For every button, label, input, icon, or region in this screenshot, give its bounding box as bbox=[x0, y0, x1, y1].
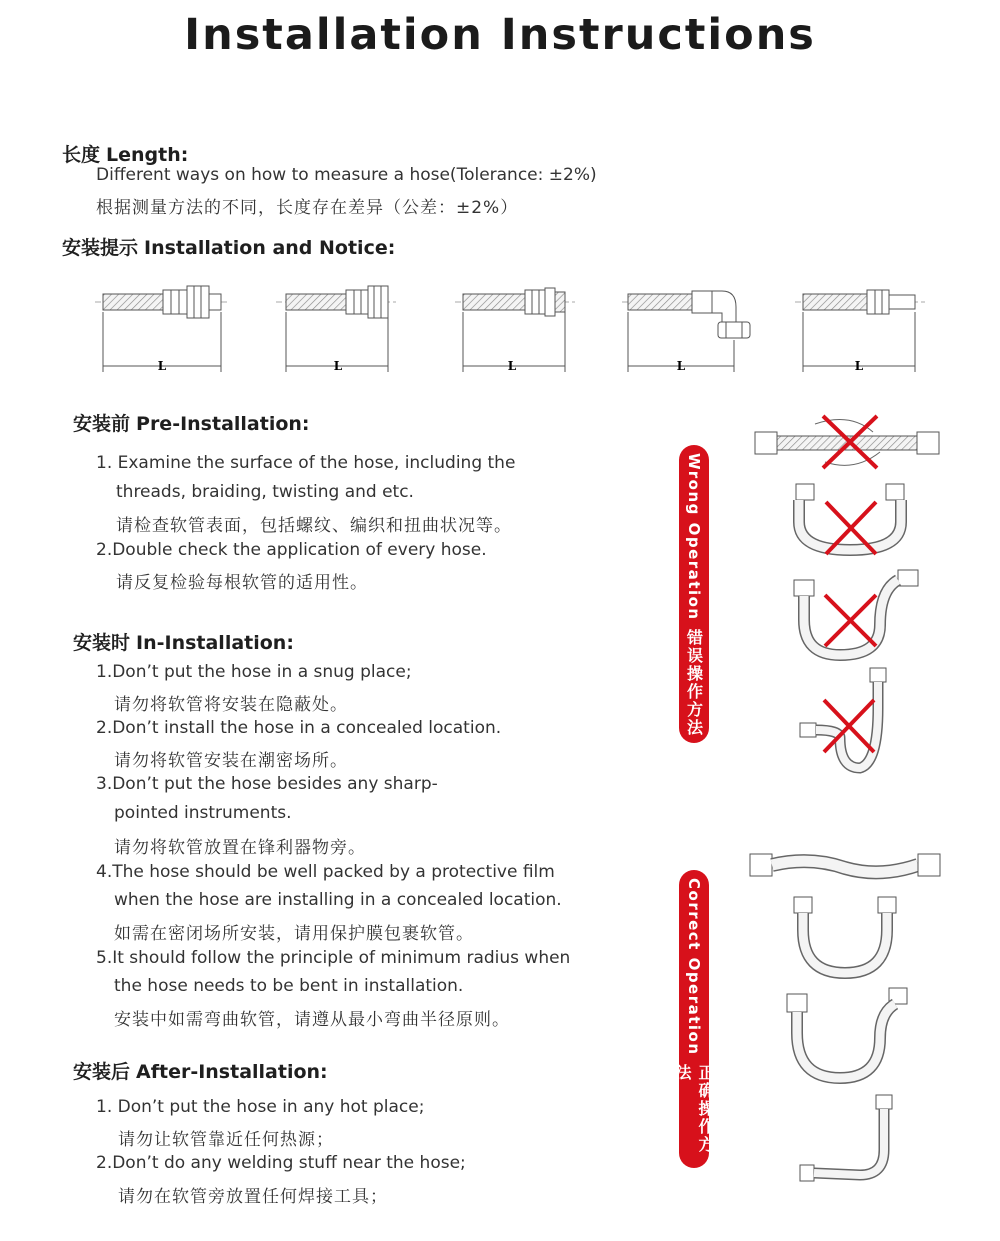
in-line: the hose needs to be bent in installation. bbox=[114, 976, 464, 996]
after-installation-heading bbox=[73, 1057, 328, 1084]
correct-wide-bend-illustration bbox=[785, 988, 915, 1088]
in-line: pointed instruments. bbox=[114, 803, 292, 823]
wrong-kinked-hose-illustration bbox=[800, 668, 900, 778]
in-line: when the hose are installing in a concealed location. bbox=[114, 890, 562, 910]
length-line-cn: 根据测量方法的不同，长度存在差异（公差：±2%） bbox=[96, 198, 519, 218]
after-line: 请勿让软管靠近任何热源； bbox=[118, 1130, 334, 1150]
length-label: L bbox=[676, 359, 686, 373]
length-label: L bbox=[854, 359, 864, 373]
correct-operation-label-cn: 正确操作方法 bbox=[673, 1063, 715, 1154]
after-heading-cn: 安装后 bbox=[73, 1061, 131, 1083]
wrong-operation-label-cn: 错误操作方法 bbox=[684, 628, 704, 737]
length-heading bbox=[62, 140, 188, 167]
hose-length-diagram-4 bbox=[622, 282, 762, 377]
after-line: 2.Don’t do any welding stuff near the hose; bbox=[96, 1153, 466, 1173]
notice-heading-en: Installation and Notice: bbox=[144, 237, 396, 259]
in-line: 1.Don’t put the hose in a snug place; bbox=[96, 662, 412, 682]
wrong-tight-bend-illustration bbox=[790, 482, 920, 562]
length-label: L bbox=[507, 359, 517, 373]
in-line: 4.The hose should be well packed by a protective film bbox=[96, 862, 555, 882]
in-line: 请勿将软管将安装在隐蔽处。 bbox=[114, 695, 348, 715]
notice-heading bbox=[62, 233, 395, 260]
wrong-operation-label-en: Wrong Operation bbox=[685, 453, 703, 621]
correct-operation-label-en: Correct Operation bbox=[685, 878, 703, 1056]
in-installation-heading bbox=[73, 628, 294, 655]
hose-length-diagram-2 bbox=[276, 282, 396, 377]
pre-heading-cn: 安装前 bbox=[73, 413, 131, 435]
x-mark-icon bbox=[825, 595, 876, 646]
hose-length-diagram-1 bbox=[95, 282, 230, 377]
correct-straight-hose-illustration bbox=[750, 848, 940, 884]
in-line: 请勿将软管安装在潮密场所。 bbox=[114, 751, 348, 771]
length-label: L bbox=[333, 359, 343, 373]
after-heading-en: After-Installation: bbox=[136, 1061, 328, 1083]
pre-heading-en: Pre-Installation: bbox=[136, 413, 310, 435]
in-line: 安装中如需弯曲软管，请遵从最小弯曲半径原则。 bbox=[114, 1010, 510, 1030]
pre-line: 请检查软管表面，包括螺纹、编织和扭曲状况等。 bbox=[116, 516, 512, 536]
in-line: 如需在密闭场所安装，请用保护膜包裹软管。 bbox=[114, 924, 474, 944]
correct-operation-banner bbox=[673, 870, 715, 1168]
length-heading-en: Length: bbox=[106, 144, 189, 166]
in-line: 3.Don’t put the hose besides any sharp- bbox=[96, 774, 438, 794]
pre-line: 1. Examine the surface of the hose, including the bbox=[96, 453, 516, 473]
length-line-en: Different ways on how to measure a hose(Tolerance: ±2%) bbox=[96, 165, 597, 185]
in-heading-cn: 安装时 bbox=[73, 632, 131, 654]
wrong-operation-banner bbox=[679, 445, 709, 743]
wrong-twisted-hose-illustration bbox=[755, 412, 940, 472]
in-line: 请勿将软管放置在锋利器物旁。 bbox=[114, 838, 366, 858]
correct-u-bend-illustration bbox=[790, 895, 910, 980]
in-line: 5.It should follow the principle of minimum radius when bbox=[96, 948, 571, 968]
after-line: 1. Don’t put the hose in any hot place; bbox=[96, 1097, 425, 1117]
hose-length-diagram-5 bbox=[795, 282, 925, 377]
pre-line: 2.Double check the application of every hose. bbox=[96, 540, 487, 560]
notice-heading-cn: 安装提示 bbox=[62, 237, 139, 259]
pre-line: 请反复检验每根软管的适用性。 bbox=[116, 573, 368, 593]
after-line: 请勿在软管旁放置任何焊接工具； bbox=[118, 1187, 388, 1207]
length-label: L bbox=[157, 359, 167, 373]
correct-l-bend-illustration bbox=[800, 1095, 900, 1190]
page-title: Installation Instructions bbox=[184, 10, 816, 60]
in-heading-en: In-Installation: bbox=[136, 632, 294, 654]
pre-line: threads, braiding, twisting and etc. bbox=[116, 482, 414, 502]
wrong-side-bend-illustration bbox=[790, 570, 930, 665]
in-line: 2.Don’t install the hose in a concealed location. bbox=[96, 718, 502, 738]
length-heading-cn: 长度 bbox=[62, 144, 101, 166]
hose-length-diagram-3 bbox=[455, 282, 575, 377]
pre-installation-heading bbox=[73, 409, 310, 436]
